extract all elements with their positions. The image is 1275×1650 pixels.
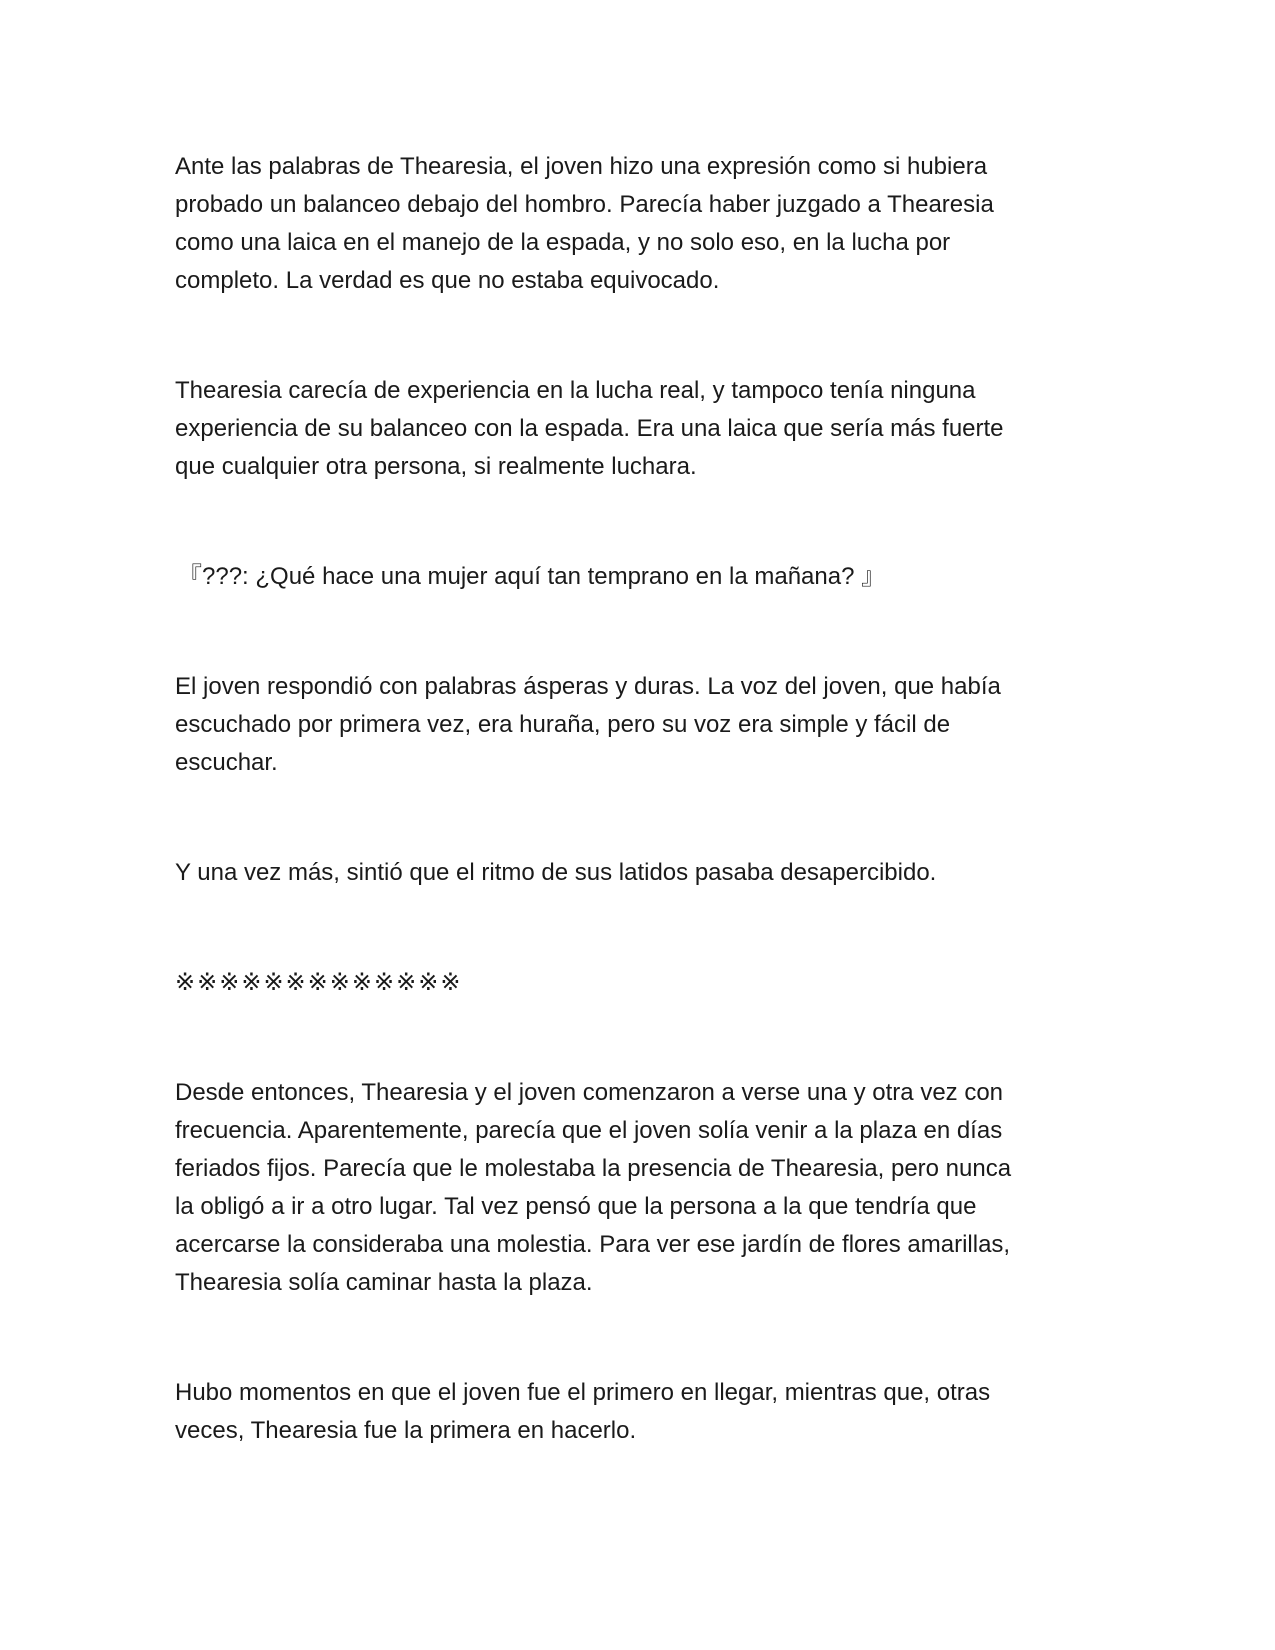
scene-separator [175,964,1115,1002]
text-line: Desde entonces, Thearesia y el joven comenzaron a verse una y otra vez con [175,1079,1004,1106]
text-line: acercarse la consideraba una molestia. Para ver ese jardín de flores amarillas, [175,1231,1011,1258]
paragraph-6 [175,1374,1115,1450]
text-line: que cualquier otra persona, si realmente luchara. [175,453,697,480]
text-line: 『???: ¿Qué hace una mujer aquí tan temprano en la mañana? 』 [178,563,886,590]
paragraph-2 [175,372,1115,486]
text-line: Ante las palabras de Thearesia, el joven hizo una expresión como si hubiera [175,153,988,180]
text-line: la obligó a ir a otro lugar. Tal vez pensó que la persona a la que tendría que [175,1193,977,1220]
text-line: frecuencia. Aparentemente, parecía que el joven solía venir a la plaza en días [175,1117,1003,1144]
text-line: escuchar. [175,749,278,776]
text-line: Y una vez más, sintió que el ritmo de sus latidos pasaba desapercibido. [175,859,937,886]
text-line: Thearesia carecía de experiencia en la lucha real, y tampoco tenía ninguna [175,377,976,404]
text-line: veces, Thearesia fue la primera en hacerlo. [175,1417,637,1444]
text-line: probado un balanceo debajo del hombro. Parecía haber juzgado a Thearesia [175,191,994,218]
text-line: Hubo momentos en que el joven fue el primero en llegar, mientras que, otras [175,1379,991,1406]
paragraph-1 [175,148,1115,300]
document-body [175,148,1115,1522]
text-line: experiencia de su balanceo con la espada. Era una laica que sería más fuerte [175,415,1004,442]
paragraph-4 [175,854,1115,892]
paragraph-5 [175,1074,1115,1302]
separator-marks: ※※※※※※※※※※※※※ [175,969,463,996]
text-line: El joven respondió con palabras ásperas y duras. La voz del joven, que había [175,673,1001,700]
text-line: escuchado por primera vez, era huraña, pero su voz era simple y fácil de [175,711,951,738]
text-line: feriados fijos. Parecía que le molestaba la presencia de Thearesia, pero nunca [175,1155,1012,1182]
text-line: completo. La verdad es que no estaba equivocado. [175,267,720,294]
paragraph-3 [175,668,1115,782]
dialogue-line [178,558,1115,596]
text-line: Thearesia solía caminar hasta la plaza. [175,1269,593,1296]
text-line: como una laica en el manejo de la espada, y no solo eso, en la lucha por [175,229,951,256]
